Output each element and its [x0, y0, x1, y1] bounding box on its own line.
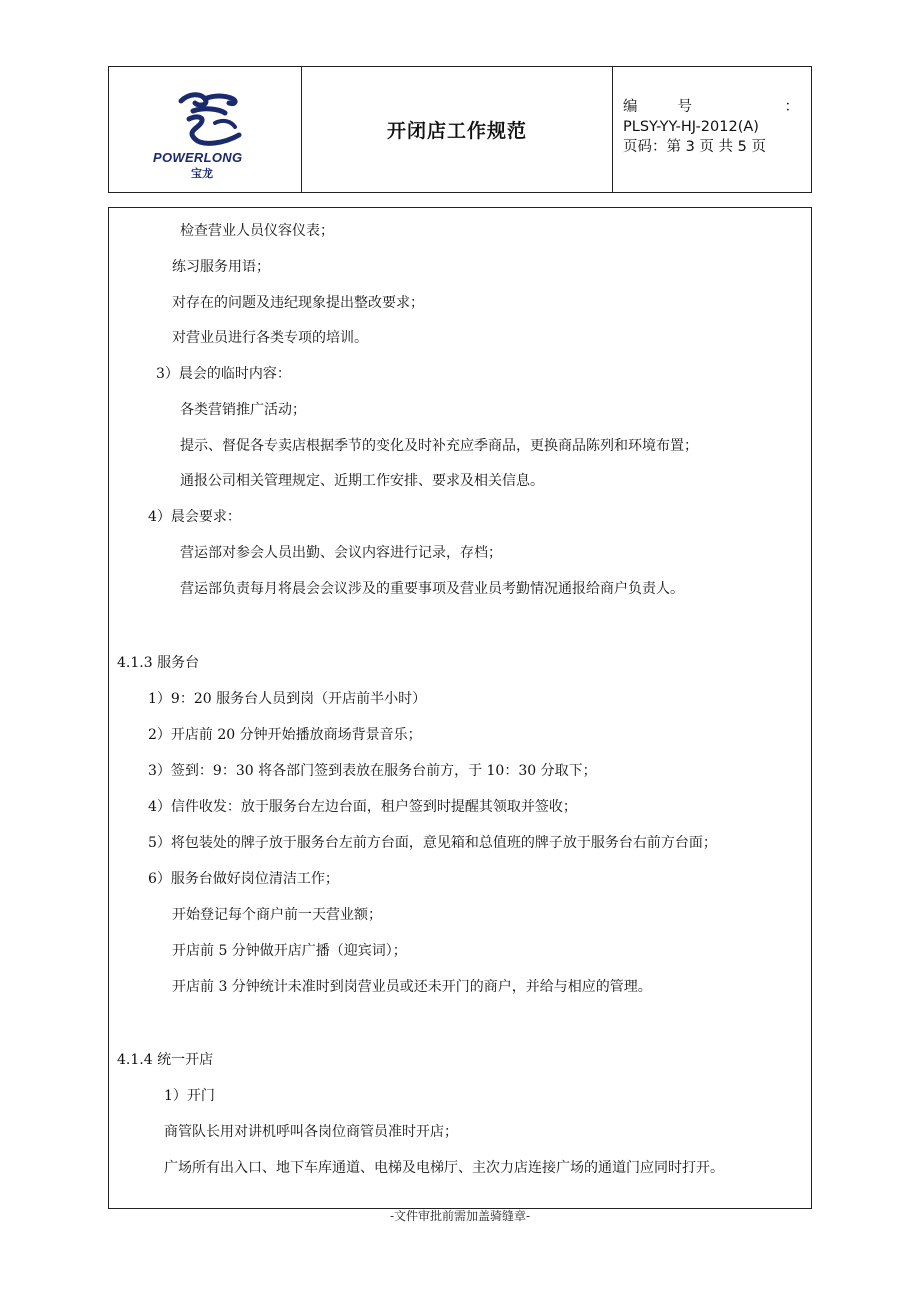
code-label-row [623, 97, 799, 117]
body-line: 商管队长用对讲机呼叫各岗位商管员准时开店； [164, 1124, 458, 1140]
body-line: 1）9：20 服务台人员到岗（开店前半小时） [148, 691, 427, 707]
code-label: 编号 [623, 99, 732, 115]
body-line: 开始登记每个商户前一天营业额； [172, 907, 382, 923]
body-line: 3）签到：9：30 将各部门签到表放在服务台前方，于 10：30 分取下； [148, 763, 597, 779]
section-heading: 4.1.4 统一开店 [117, 1052, 214, 1068]
logo-chinese-name: 宝龙 [191, 167, 213, 180]
body-line: 4）信件收发：放于服务台左边台面，租户签到时提醒其领取并签收； [148, 799, 577, 815]
body-line: 6）服务台做好岗位清洁工作； [148, 871, 339, 887]
body-line: 练习服务用语； [172, 259, 270, 275]
logo-wordmark: POWERLONG [153, 150, 243, 165]
logo-cell [109, 67, 302, 192]
document-body [108, 207, 812, 1209]
body-line: 开店前 5 分钟做开店广播（迎宾词）； [172, 943, 407, 959]
body-line: 检查营业人员仪容仪表； [180, 223, 334, 239]
info-cell [613, 67, 811, 192]
body-line: 2）开店前 20 分钟开始播放商场背景音乐； [148, 727, 422, 743]
body-line: 对营业员进行各类专项的培训。 [172, 330, 368, 346]
body-line: 营运部对参会人员出勤、会议内容进行记录，存档； [180, 545, 502, 561]
body-line: 1）开门 [164, 1088, 215, 1104]
body-line: 广场所有出入口、地下车库通道、电梯及电梯厅、主次力店连接广场的通道门应同时打开。 [164, 1160, 724, 1176]
body-line: 开店前 3 分钟统计未准时到岗营业员或还未开门的商户，并给与相应的管理。 [172, 979, 652, 995]
body-line: 4）晨会要求： [148, 509, 241, 525]
body-line: 对存在的问题及违纪现象提出整改要求； [172, 295, 424, 311]
body-line: 提示、督促各专卖店根据季节的变化及时补充应季商品，更换商品陈列和环境布置； [180, 438, 698, 454]
code-value: PLSY-YY-HJ-2012(A) [623, 119, 759, 135]
code-colon: ： [784, 99, 799, 115]
body-line: 3）晨会的临时内容： [156, 366, 291, 382]
footer-note: -文件审批前需加盖骑缝章- [389, 1209, 531, 1223]
body-line: 营运部负责每月将晨会会议涉及的重要事项及营业员考勤情况通报给商户负责人。 [180, 581, 684, 597]
document-title: 开闭店工作规范 [386, 120, 527, 142]
section-heading: 4.1.3 服务台 [117, 655, 200, 671]
page-info: 页码：第 3 页 共 5 页 [623, 139, 766, 155]
body-line: 通报公司相关管理规定、近期工作安排、要求及相关信息。 [180, 473, 544, 489]
title-cell [302, 67, 613, 192]
dragon-logo-icon [175, 89, 247, 149]
document-header [108, 66, 812, 193]
body-line: 5）将包装处的牌子放于服务台左前方台面，意见箱和总值班的牌子放于服务台右前方台面； [148, 835, 717, 851]
body-line: 各类营销推广活动； [180, 402, 306, 418]
